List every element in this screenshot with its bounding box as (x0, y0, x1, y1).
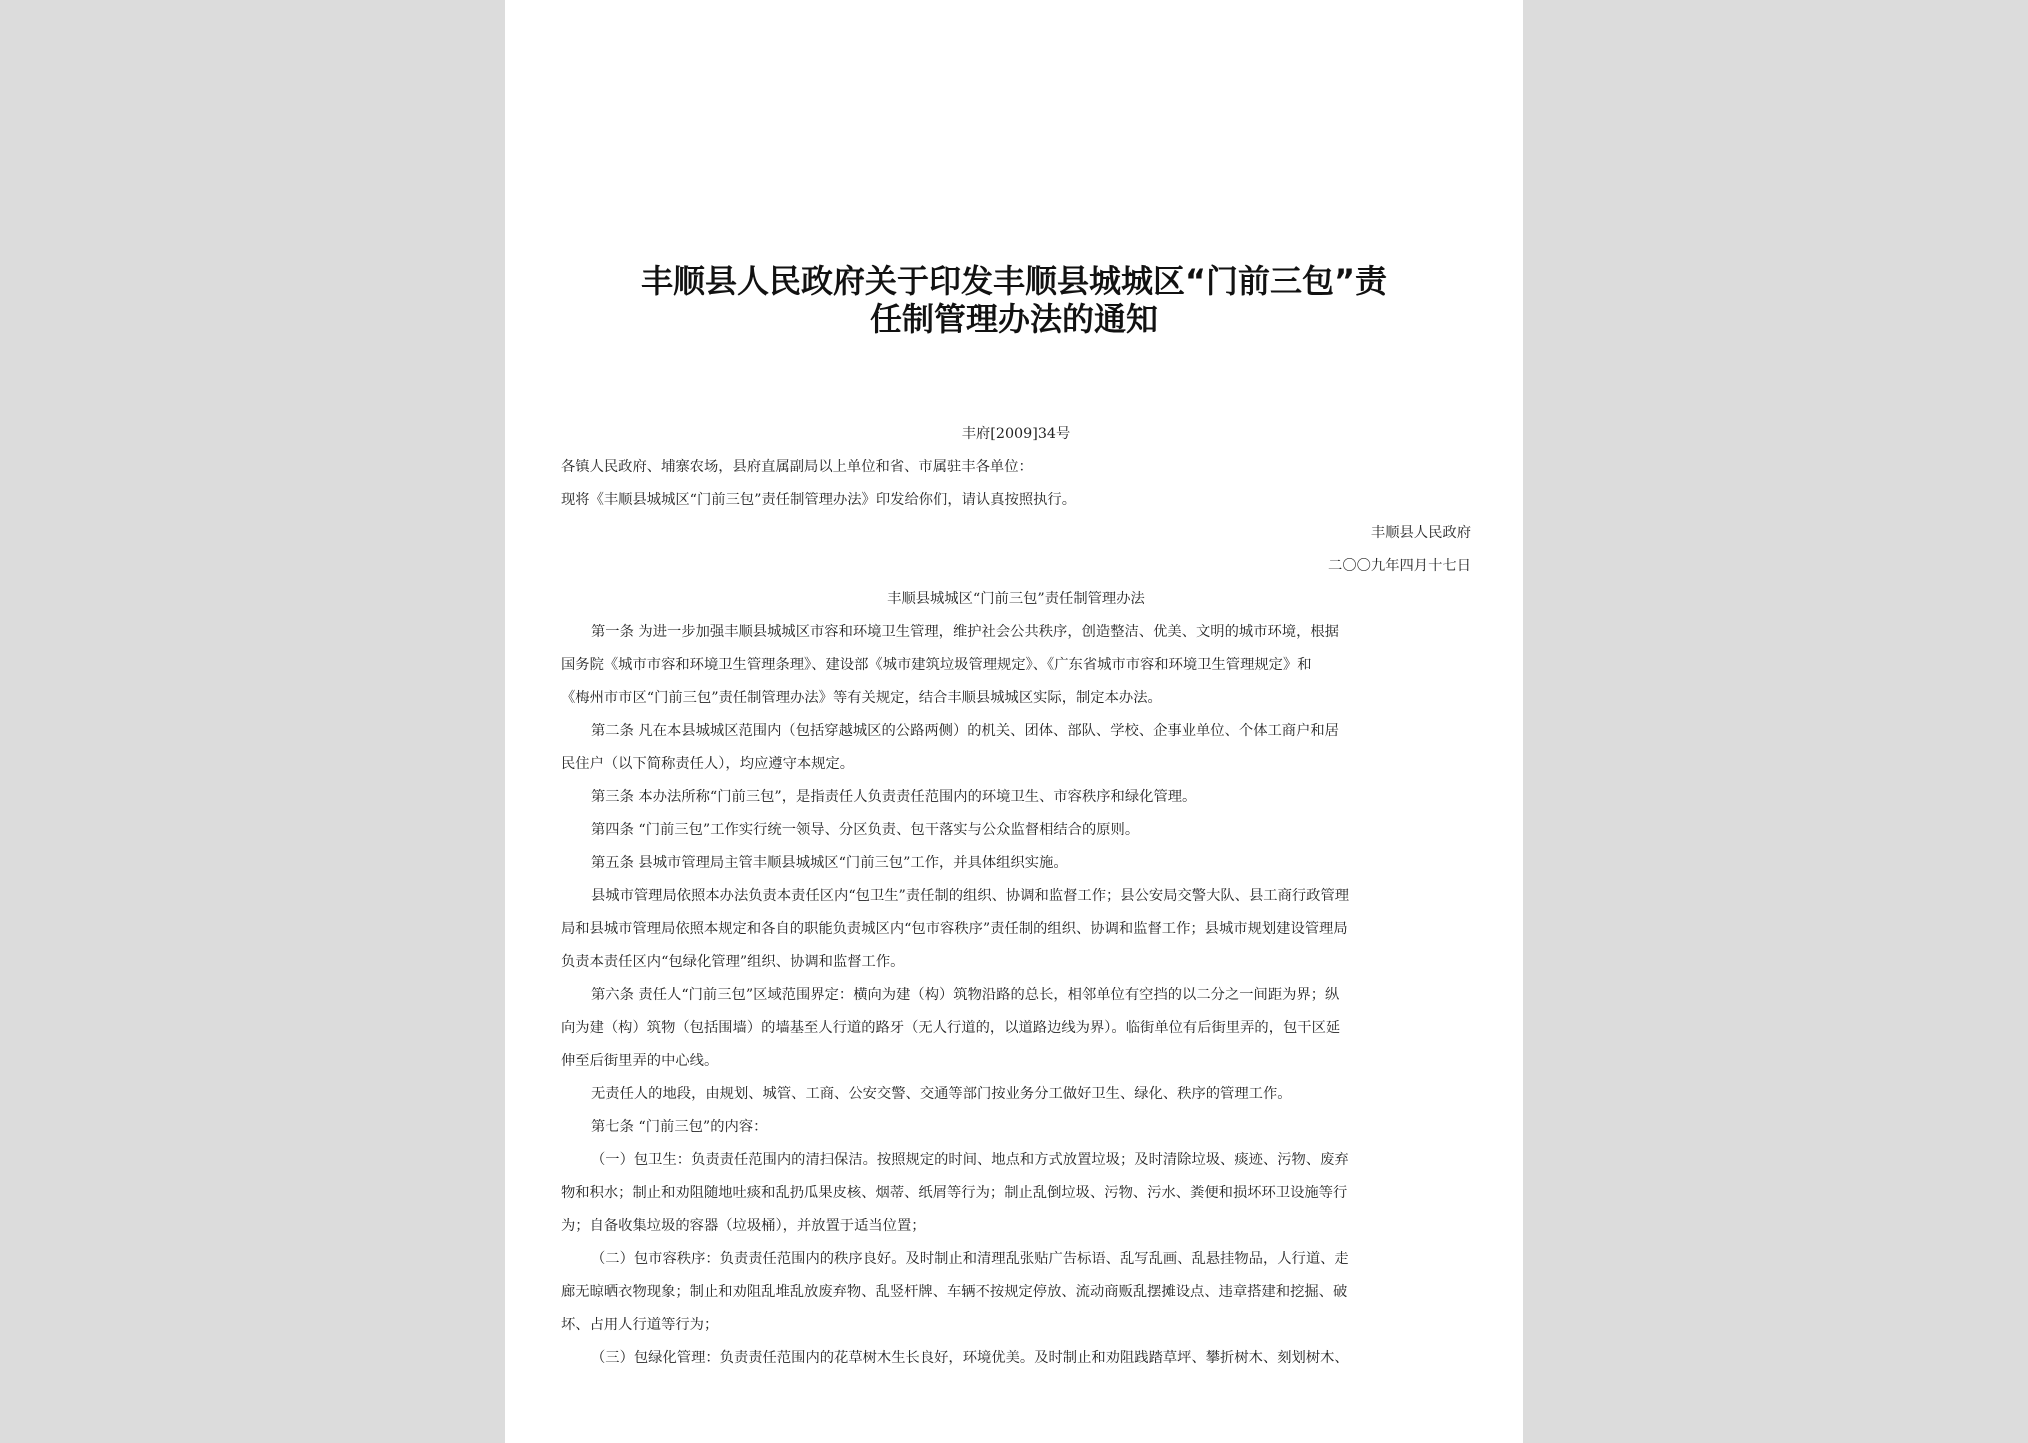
text-line: （一）包卫生：负责责任范围内的清扫保洁。按照规定的时间、地点和方式放置垃圾；及时清除垃圾、痰迹、污物、废弃 (591, 1152, 1349, 1168)
document-number: 丰府[2009]34号 (961, 426, 1071, 442)
text-line: 为；自备收集垃圾的容器（垃圾桶），并放置于适当位置； (561, 1218, 926, 1234)
text-line: 局和县城市管理局依照本规定和各自的职能负责城区内“包市容秩序”责任制的组织、协调和监督工作；县城市规划建设管理局 (561, 921, 1348, 937)
issue-date: 二〇〇九年四月十七日 (1328, 558, 1471, 574)
text-line: 民住户（以下简称责任人），均应遵守本规定。 (561, 756, 855, 772)
text-line: 第五条 县城市管理局主管丰顺县城城区“门前三包”工作，并具体组织实施。 (591, 855, 1068, 871)
text-line: 无责任人的地段，由规划、城管、工商、公安交警、交通等部门按业务分工做好卫生、绿化、秩序的管理工作。 (591, 1086, 1292, 1102)
text-line: 第六条 责任人“门前三包”区域范围界定：横向为建（构）筑物沿路的总长，相邻单位有空挡的以二分之一间距为界；纵 (591, 987, 1340, 1003)
text-line: 《梅州市市区“门前三包”责任制管理办法》等有关规定，结合丰顺县城城区实际，制定本办法。 (561, 690, 1162, 706)
text-line: 第三条 本办法所称“门前三包”，是指责任人负责责任范围内的环境卫生、市容秩序和绿化管理。 (591, 789, 1197, 805)
document-body (561, 418, 1471, 1375)
document-page (505, 0, 1523, 1443)
text-line: 国务院《城市市容和环境卫生管理条理》、建设部《城市建筑垃圾管理规定》、《广东省城市市容和环境卫生管理规定》和 (561, 657, 1312, 673)
issuer: 丰顺县人民政府 (1370, 525, 1471, 541)
text-line: 县城市管理局依照本办法负责本责任区内“包卫生”责任制的组织、协调和监督工作；县公安局交警大队、县工商行政管理 (591, 888, 1350, 904)
text-line: 第二条 凡在本县城城区范围内（包括穿越城区的公路两侧）的机关、团体、部队、学校、企事业单位、个体工商户和居 (591, 723, 1339, 739)
text-line: 伸至后街里弄的中心线。 (561, 1053, 719, 1069)
text-line: 向为建（构）筑物（包括围墙）的墙基至人行道的路牙（无人行道的，以道路边线为界）。临街单位有后街里弄的，包干区延 (561, 1020, 1341, 1036)
title-line-2: 任制管理办法的通知 (869, 300, 1158, 338)
addressee: 各镇人民政府、埔寨农场，县府直属副局以上单位和省、市属驻丰各单位： (561, 459, 1033, 475)
text-line: 廊无晾晒衣物现象；制止和劝阻乱堆乱放废弃物、乱竖杆牌、车辆不按规定停放、流动商贩乱摆摊设点、违章搭建和挖掘、破 (561, 1284, 1348, 1300)
text-line: 物和积水；制止和劝阻随地吐痰和乱扔瓜果皮核、烟蒂、纸屑等行为；制止乱倒垃圾、污物、污水、粪便和损坏环卫设施等行 (561, 1185, 1348, 1201)
text-line: （二）包市容秩序：负责责任范围内的秩序良好。及时制止和清理乱张贴广告标语、乱写乱画、乱悬挂物品，人行道、走 (591, 1251, 1349, 1267)
document-title (505, 262, 1523, 338)
text-line: 负责本责任区内“包绿化管理”组织、协调和监督工作。 (561, 954, 905, 970)
text-line: 第四条 “门前三包”工作实行统一领导、分区负责、包干落实与公众监督相结合的原则。 (591, 822, 1140, 838)
text-line: 第七条 “门前三包”的内容： (591, 1119, 768, 1135)
text-line: 坏、占用人行道等行为； (561, 1317, 719, 1333)
section-title: 丰顺县城城区“门前三包”责任制管理办法 (887, 591, 1145, 607)
text-line: （三）包绿化管理：负责责任范围内的花草树木生长良好，环境优美。及时制止和劝阻践踏草坪、攀折树木、刻划树木、 (591, 1350, 1349, 1366)
intro-paragraph: 现将《丰顺县城城区“门前三包”责任制管理办法》印发给你们，请认真按照执行。 (561, 492, 1077, 508)
text-line: 第一条 为进一步加强丰顺县城城区市容和环境卫生管理，维护社会公共秩序，创造整洁、优美、文明的城市环境，根据 (591, 624, 1339, 640)
title-line-1: 丰顺县人民政府关于印发丰顺县城城区“门前三包”责 (640, 262, 1388, 300)
